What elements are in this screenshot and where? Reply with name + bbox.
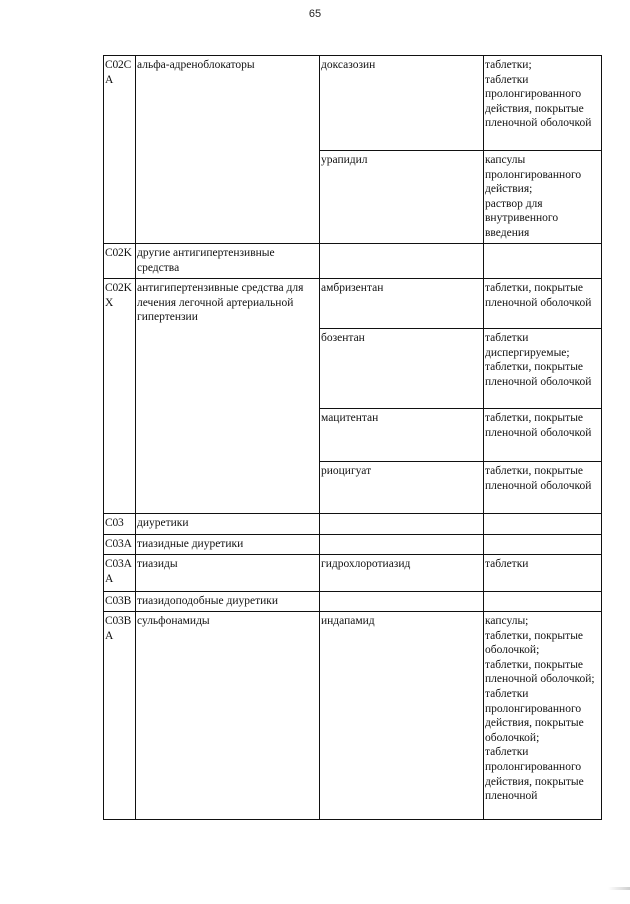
scan-edge-mark (608, 887, 630, 890)
drug-name-cell (320, 592, 484, 612)
anatomical-therapeutic-group-cell: тиазидоподобные диуретики (136, 592, 320, 612)
atc-code-cell: C03B A (104, 612, 136, 820)
table-row (104, 555, 602, 592)
dosage-form-cell (484, 535, 602, 555)
table-row (104, 514, 602, 535)
anatomical-therapeutic-group-cell: сульфонамиды (136, 612, 320, 820)
dosage-form-cell: таблетки, покрытые пленочной оболочкой (484, 409, 602, 462)
anatomical-therapeutic-group-cell: антигипертензивные средства для лечения легочной артериальной гипертензии (136, 279, 320, 514)
drug-name-cell: мацитентан (320, 409, 484, 462)
drug-name-cell (320, 535, 484, 555)
drug-name-cell: урапидил (320, 151, 484, 244)
atc-code-cell: C03A A (104, 555, 136, 592)
atc-code-cell: C03A (104, 535, 136, 555)
drug-name-cell (320, 514, 484, 535)
table-row (104, 535, 602, 555)
dosage-form-cell: таблетки диспергируемые; таблетки, покрытые пленочной оболочкой (484, 329, 602, 409)
anatomical-therapeutic-group-cell: другие антигипертензивные средства (136, 244, 320, 279)
dosage-form-cell (484, 244, 602, 279)
dosage-form-cell: таблетки (484, 555, 602, 592)
atc-code-cell: C02K (104, 244, 136, 279)
drug-name-cell: гидрохлоротиазид (320, 555, 484, 592)
drug-classification-table (103, 55, 602, 820)
anatomical-therapeutic-group-cell: альфа-адреноблокаторы (136, 56, 320, 244)
atc-code-cell: C02C A (104, 56, 136, 244)
table-row (104, 279, 602, 329)
table-row (104, 56, 602, 151)
atc-code-cell: C03B (104, 592, 136, 612)
drug-name-cell: амбризентан (320, 279, 484, 329)
dosage-form-cell: капсулы пролонгированного действия; раствор для внутривенного введения (484, 151, 602, 244)
atc-code-cell: C02K X (104, 279, 136, 514)
drug-name-cell: индапамид (320, 612, 484, 820)
dosage-form-cell (484, 592, 602, 612)
drug-name-cell (320, 244, 484, 279)
drug-name-cell: бозентан (320, 329, 484, 409)
dosage-form-cell: таблетки, покрытые пленочной оболочкой (484, 462, 602, 514)
dosage-form-cell: таблетки, покрытые пленочной оболочкой (484, 279, 602, 329)
dosage-form-cell (484, 514, 602, 535)
page-number: 65 (308, 8, 322, 20)
dosage-form-cell: капсулы; таблетки, покрытые оболочкой; таблетки, покрытые пленочной оболочкой; таблетки пролонгированного действия, покрытые оболочкой; таблетки пролонгированного действия, покрытые пленочной (484, 612, 602, 820)
anatomical-therapeutic-group-cell: тиазиды (136, 555, 320, 592)
dosage-form-cell: таблетки; таблетки пролонгированного действия, покрытые пленочной оболочкой (484, 56, 602, 151)
anatomical-therapeutic-group-cell: тиазидные диуретики (136, 535, 320, 555)
table-row (104, 592, 602, 612)
drug-name-cell: риоцигуат (320, 462, 484, 514)
atc-code-cell: C03 (104, 514, 136, 535)
anatomical-therapeutic-group-cell: диуретики (136, 514, 320, 535)
table-row (104, 612, 602, 820)
table-row (104, 244, 602, 279)
drug-name-cell: доксазозин (320, 56, 484, 151)
